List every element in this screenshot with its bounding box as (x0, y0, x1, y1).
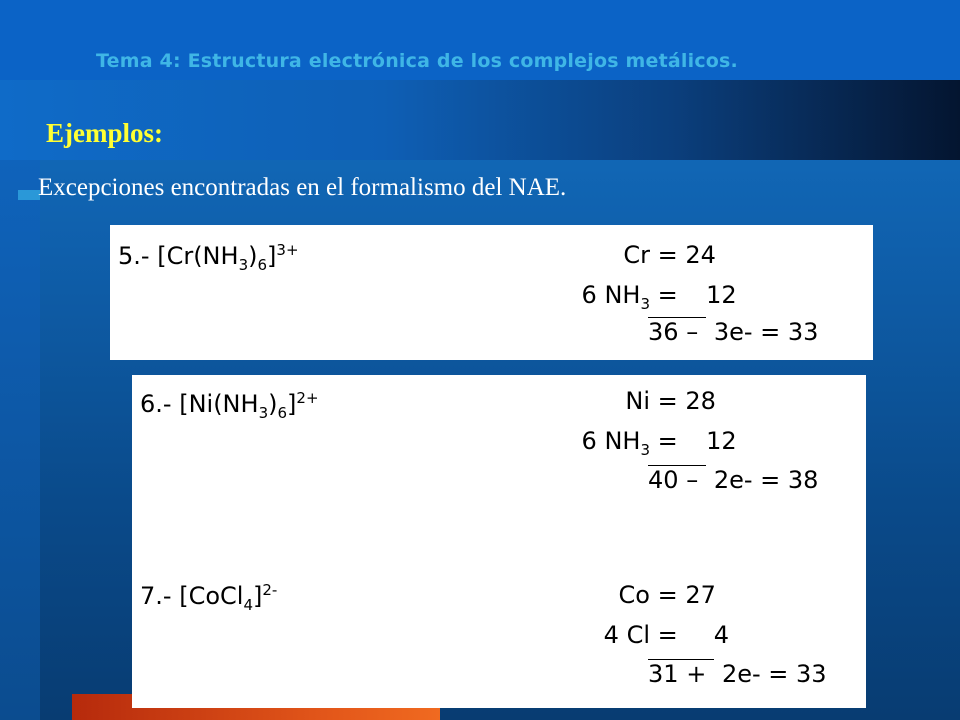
example-5-ligand-line: 6 $NH_3 = 12$ (524, 281, 757, 313)
example-5-sum-line: 36 – 3e- = 33 (648, 318, 819, 346)
formula-subscript: 4 (243, 595, 253, 614)
example-7-metal-line: Co = 27 (558, 581, 716, 609)
electron-adjust: 2e- (713, 466, 753, 494)
ligand-label: 4 Cl (603, 621, 650, 649)
formula-part: ] (287, 390, 297, 418)
sum-value: 36 (648, 318, 679, 346)
ligand-subscript: 3 (640, 294, 650, 313)
formula-subscript: 3 (258, 403, 269, 422)
bullet-marker (18, 190, 40, 200)
example-5-formula (118, 241, 299, 274)
formula-part: [CoCl (179, 582, 244, 610)
sum-value: 40 (648, 466, 679, 494)
operator: – (686, 318, 699, 346)
metal-label: Ni (625, 387, 650, 415)
example-6-sum-line: 40 – 2e- = 38 (648, 466, 819, 494)
formula-part: ) (248, 242, 258, 270)
formula-part: ) (268, 390, 278, 418)
example-6-metal-line: Ni = 28 (558, 387, 716, 415)
ligand-subscript: 3 (640, 440, 650, 459)
result-value: 38 (787, 466, 819, 494)
example-number: 6.- (140, 390, 172, 418)
example-number: 7.- (140, 582, 172, 610)
operator: – (686, 466, 699, 494)
electron-adjust: 3e- (713, 318, 753, 346)
ligand-value: 12 (706, 427, 737, 455)
example-7-ligand-line: 4 Cl = 4 (532, 621, 757, 649)
formula-subscript: 6 (277, 403, 288, 422)
example-6-formula (140, 389, 319, 422)
metal-label: Co (618, 581, 650, 609)
operator: + (686, 660, 707, 688)
ligand-label: 6 NH (581, 427, 641, 455)
metal-label: Cr (623, 241, 650, 269)
example-7-formula (140, 581, 277, 614)
example-panel-1 (110, 225, 873, 360)
slide-title: Tema 4: Estructura electrónica de los complejos metálicos. (96, 50, 738, 72)
sum-value: 31 (648, 660, 679, 688)
result-value: 33 (787, 318, 819, 346)
formula-subscript: 6 (257, 255, 268, 274)
formula-part: [Ni(NH (179, 390, 259, 418)
formula-part: [Cr(NH (157, 242, 239, 270)
result-value: 33 (796, 660, 827, 688)
metal-value: 28 (685, 387, 716, 415)
metal-value: 24 (685, 241, 716, 269)
example-number: 5.- (118, 242, 150, 270)
metal-value: 27 (685, 581, 716, 609)
formula-part: ] (267, 242, 277, 270)
ligand-value: 4 (713, 621, 730, 649)
formula-charge: 2- (262, 581, 278, 599)
formula-part: ] (252, 582, 263, 610)
intro-text: Excepciones encontradas en el formalismo del NAE. (38, 174, 567, 201)
example-6-ligand-line: 6 $NH_3 = 12$ (524, 427, 757, 459)
example-5-metal-line: Cr = 24 (580, 241, 716, 269)
left-decor-strip (0, 160, 40, 720)
ligand-label: 6 NH (581, 281, 641, 309)
slide-subtitle: Ejemplos: (46, 118, 163, 148)
formula-charge: 3+ (276, 241, 299, 259)
example-7-sum-line: 31 + 2e- = 33 (648, 660, 827, 688)
formula-subscript: 3 (238, 255, 249, 274)
formula-charge: 2+ (296, 389, 319, 407)
electron-adjust: 2e- (721, 660, 761, 688)
ligand-value: 12 (706, 281, 737, 309)
example-panel-2 (132, 375, 866, 708)
